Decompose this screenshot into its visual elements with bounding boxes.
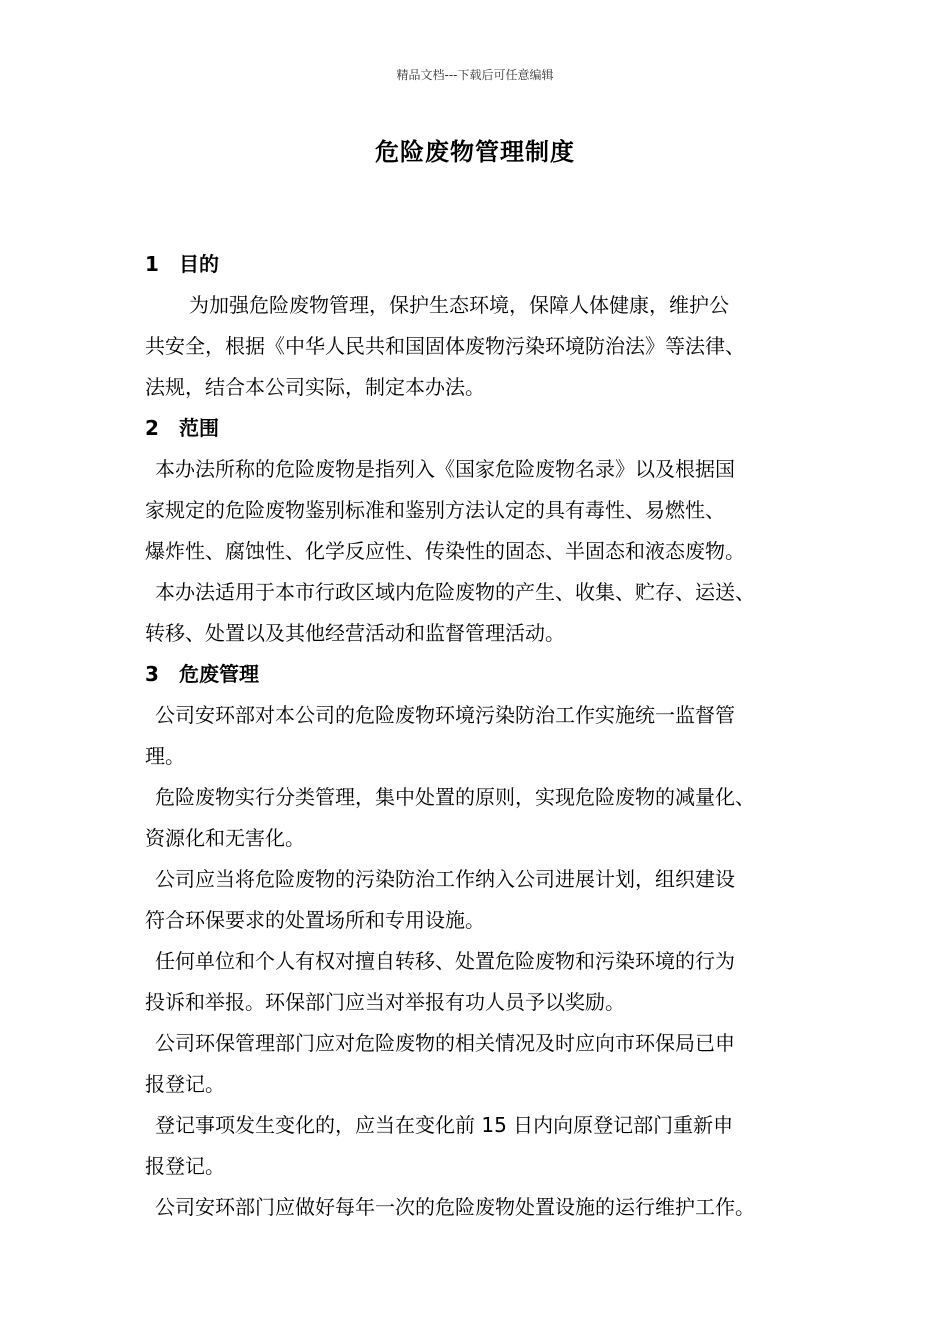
text-line: 危险废物实行分类管理，集中处置的原则，实现危险废物的减量化、 — [155, 785, 755, 809]
section-scope — [145, 408, 835, 654]
text-line: 公司安环部门应做好每年一次的危险废物处置设施的运行维护工作。 — [155, 1195, 755, 1219]
text-line: 理。 — [145, 744, 185, 768]
section-heading — [145, 408, 835, 449]
text-line: 法规，结合本公司实际，制定本办法。 — [145, 375, 485, 399]
paragraph — [145, 572, 835, 654]
header-watermark: 精品文档---下载后可任意编辑 — [396, 68, 554, 82]
section-hazwaste-management — [145, 654, 835, 1228]
text-line: 报登记。 — [145, 1154, 225, 1178]
paragraph — [145, 1023, 835, 1105]
text-line: 资源化和无害化。 — [145, 826, 305, 850]
text-line: 公司应当将危险废物的污染防治工作纳入公司进展计划，组织建设 — [155, 867, 735, 891]
text-line: 共安全，根据《中华人民共和国固体废物污染环境防治法》等法律、 — [145, 334, 745, 358]
text-line: 投诉和举报。环保部门应当对举报有功人员予以奖励。 — [145, 990, 625, 1014]
section-number: 1 — [145, 252, 159, 276]
section-number: 2 — [145, 416, 159, 440]
paragraph — [145, 1105, 835, 1187]
paragraph — [145, 695, 835, 777]
section-heading — [145, 244, 835, 285]
paragraph — [145, 449, 835, 572]
text-line: 本办法所称的危险废物是指列入《国家危险废物名录》以及根据国 — [155, 457, 735, 481]
text-line: 任何单位和个人有权对擅自转移、处置危险废物和污染环境的行为 — [155, 949, 735, 973]
text-line: 公司环保管理部门应对危险废物的相关情况及时应向市环保局已申 — [155, 1031, 735, 1055]
text-line: 家规定的危险废物鉴别标准和鉴别方法认定的具有毒性、易燃性、 — [145, 498, 725, 522]
section-title: 危废管理 — [179, 662, 259, 686]
text-line: 公司安环部对本公司的危险废物环境污染防治工作实施统一监督管 — [155, 703, 735, 727]
paragraph — [145, 859, 835, 941]
paragraph — [145, 285, 835, 408]
section-title: 范围 — [179, 416, 219, 440]
text-line: 爆炸性、腐蚀性、化学反应性、传染性的固态、半固态和液态废物。 — [145, 539, 745, 563]
text-line: 符合环保要求的处置场所和专用设施。 — [145, 908, 485, 932]
paragraph — [145, 777, 835, 859]
text-line: 转移、处置以及其他经营活动和监督管理活动。 — [145, 621, 565, 645]
section-purpose — [145, 244, 835, 408]
text-line: 登记事项发生变化的，应当在变化前 15 日内向原登记部门重新申 — [155, 1113, 734, 1137]
text-line: 本办法适用于本市行政区域内危险废物的产生、收集、贮存、运送、 — [155, 580, 755, 604]
section-number: 3 — [145, 662, 159, 686]
text-line: 报登记。 — [145, 1072, 225, 1096]
paragraph — [145, 941, 835, 1023]
paragraph — [145, 1187, 835, 1228]
section-title: 目的 — [179, 252, 219, 276]
section-heading — [145, 654, 835, 695]
document-body — [145, 244, 835, 1228]
text-line: 为加强危险废物管理，保护生态环境，保障人体健康，维护公 — [189, 293, 729, 317]
document-title: 危险废物管理制度 — [375, 138, 575, 166]
